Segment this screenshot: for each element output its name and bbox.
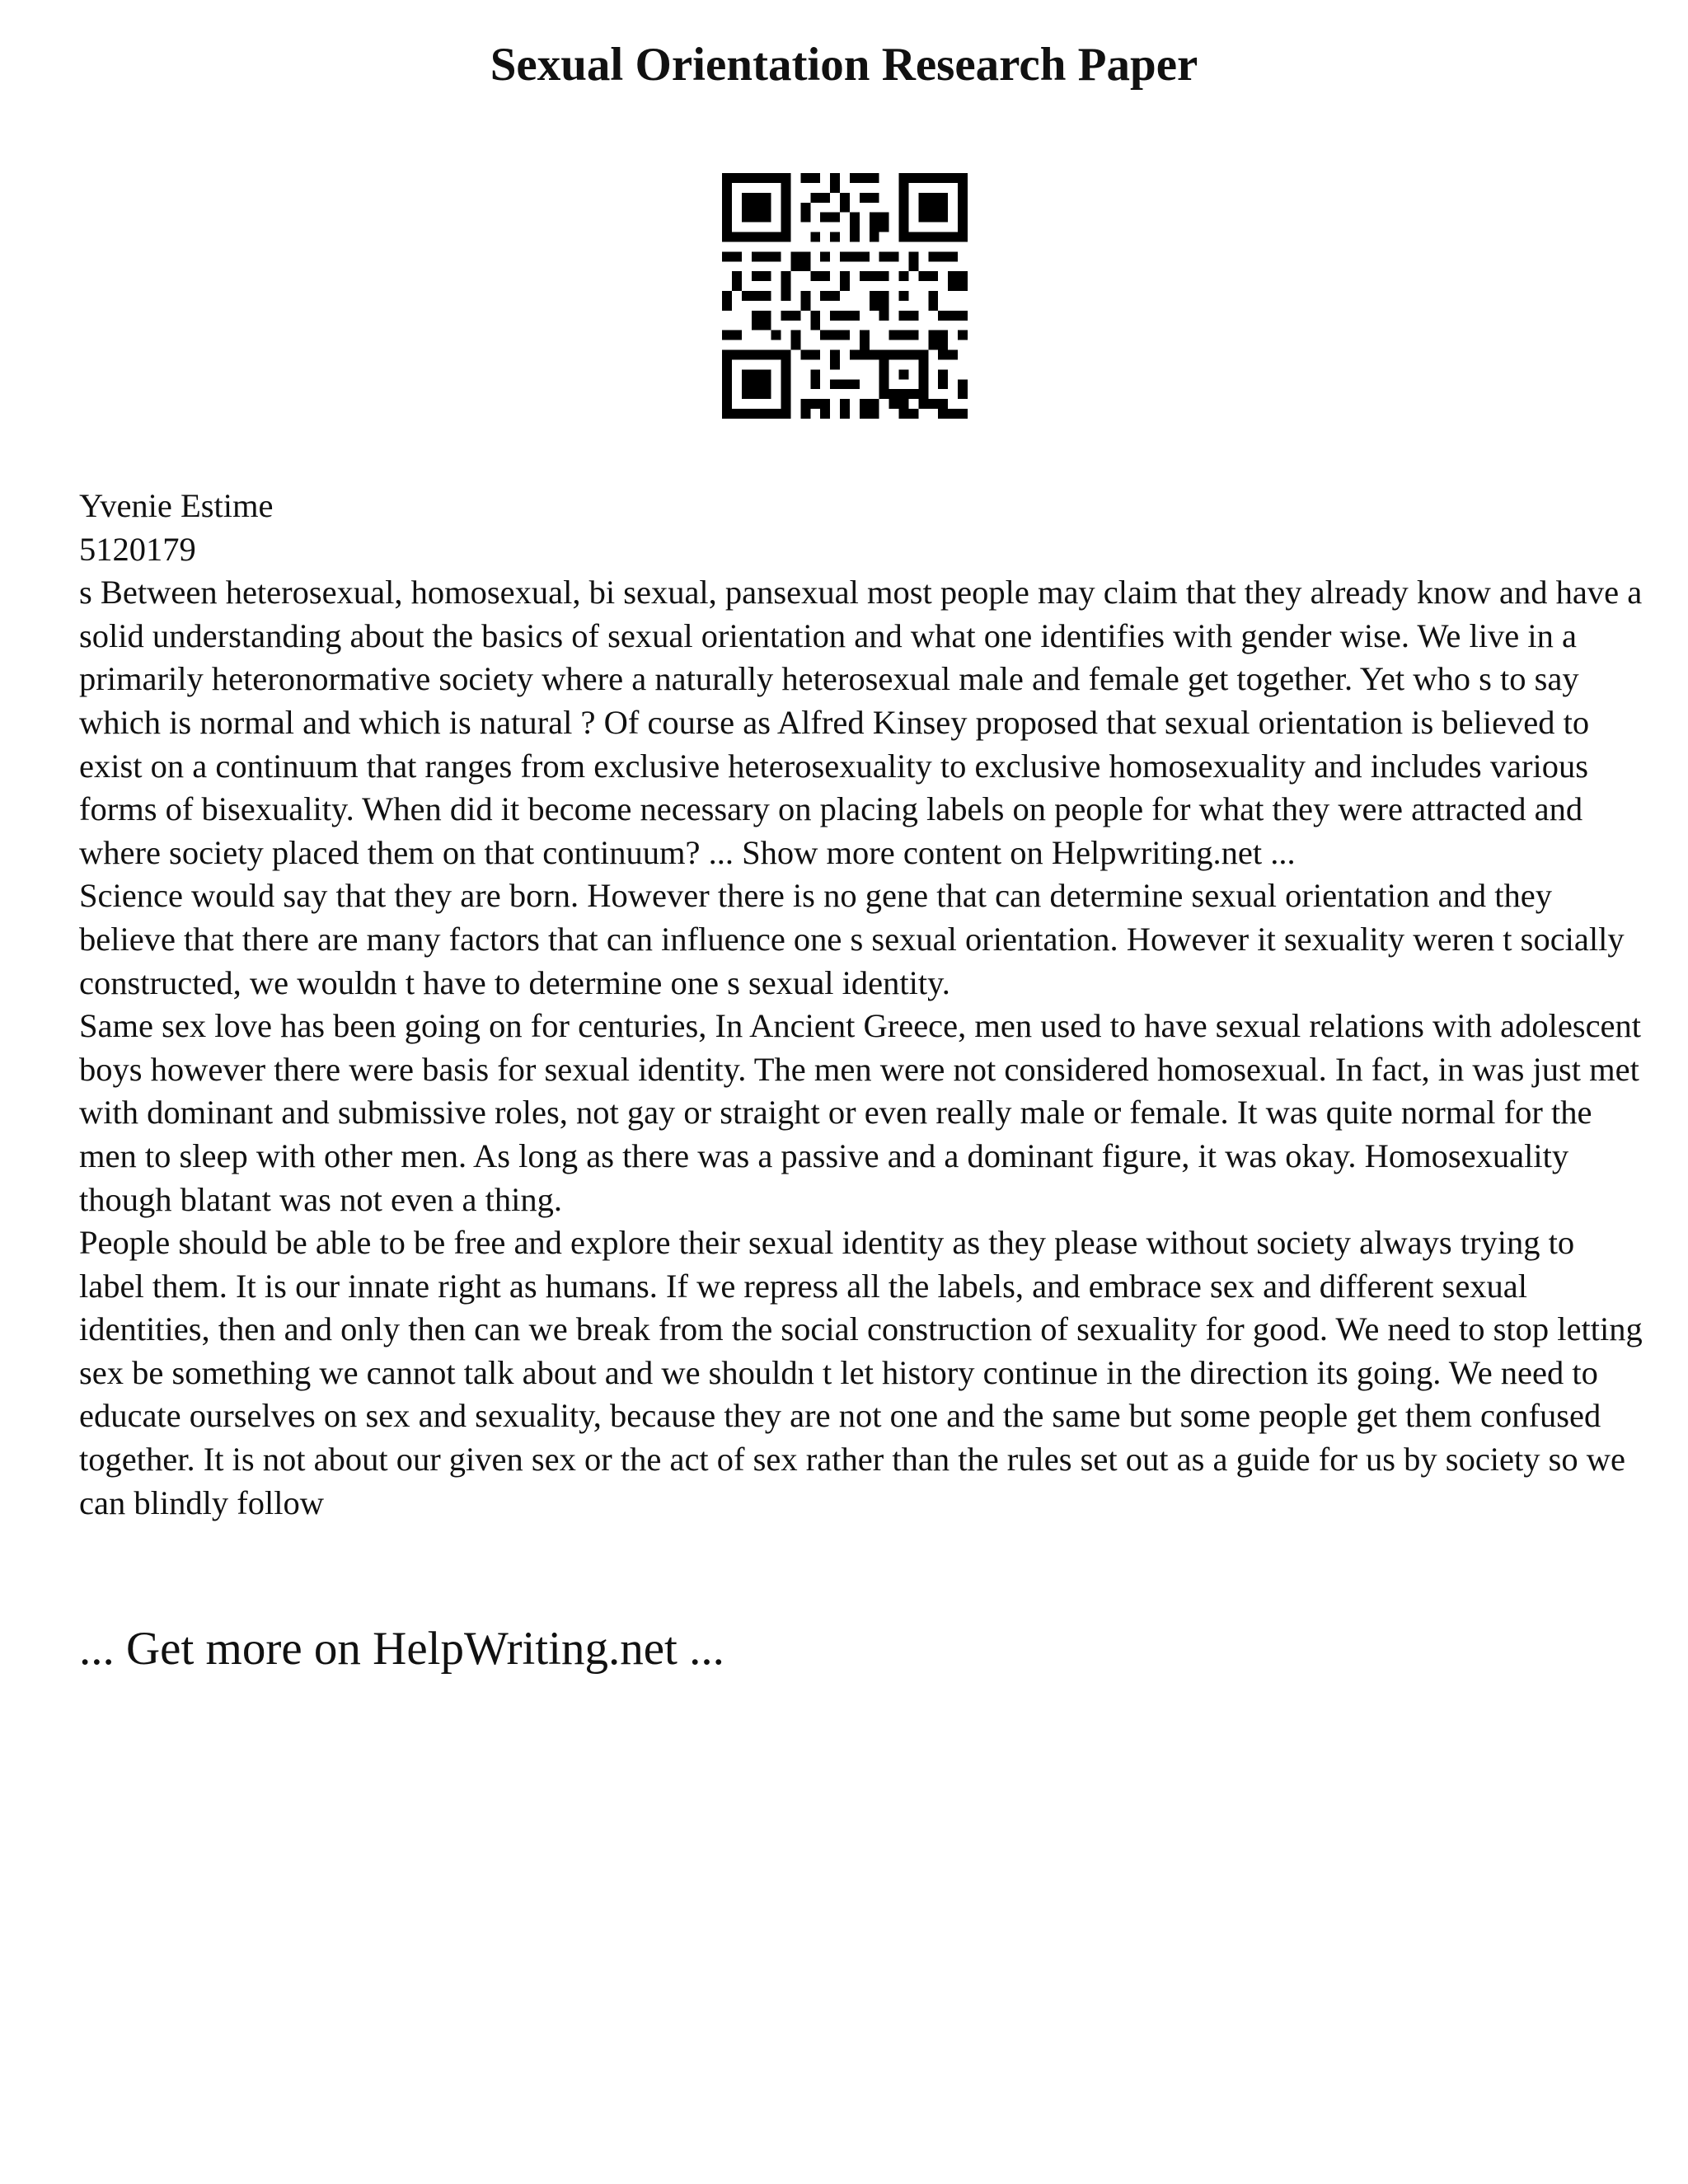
paragraph: Science would say that they are born. However there is no gene that can determine sexual orientation and they believe that there are many factors that can influence one s sexual orientation. However it sexuality weren t socially constructed, we wouldn t have to determine one s sexual identity. xyxy=(79,877,1625,1001)
document-body xyxy=(79,485,1645,1525)
qr-code-icon xyxy=(722,173,968,419)
paragraph: People should be able to be free and explore their sexual identity as they please without society always trying to label them. It is our innate right as humans. If we repress all the labels, and embrace sex and different sexual identities, then and only then can we break from the social construction of sexuality for good. We need to stop letting sex be something we cannot talk about and we shouldn t let history continue in the direction its going. We need to educate ourselves on sex and sexuality, because they are not one and the same but some people get them confused together. It is not about our given sex or the act of sex rather than the rules set out as a guide for us by society so we can blindly follow xyxy=(79,1224,1643,1521)
paragraph: Same sex love has been going on for centuries, In Ancient Greece, men used to have sexual relations with adolescent boys however there were basis for sexual identity. The men were not considered homosexual. In fact, in was just met with dominant and submissive roles, not gay or straight or even really male or female. It was quite normal for the men to sleep with other men. As long as there was a passive and a dominant figure, it was okay. Homosexuality though blatant was not even a thing. xyxy=(79,1007,1642,1218)
paragraph: s Between heterosexual, homosexual, bi sexual, pansexual most people may claim that they already know and have a solid understanding about the basics of sexual orientation and what one identifies with gender wise. We live in a primarily heteronormative society where a naturally heterosexual male and female get together. Yet who s to say which is normal and which is natural ? Of course as Alfred Kinsey proposed that sexual orientation is believed to exist on a continuum that ranges from exclusive heterosexuality to exclusive homosexuality and includes various forms of bisexuality. When did it become necessary on placing labels on people for what they were attracted and where society placed them on that continuum? ... Show more content on Helpwriting.net ... xyxy=(79,574,1643,871)
page-title: Sexual Orientation Research Paper xyxy=(490,39,1198,91)
get-more-link[interactable]: ... Get more on HelpWriting.net ... xyxy=(79,1623,724,1675)
author-name: Yvenie Estime xyxy=(79,487,274,524)
id-number: 5120179 xyxy=(79,530,196,568)
